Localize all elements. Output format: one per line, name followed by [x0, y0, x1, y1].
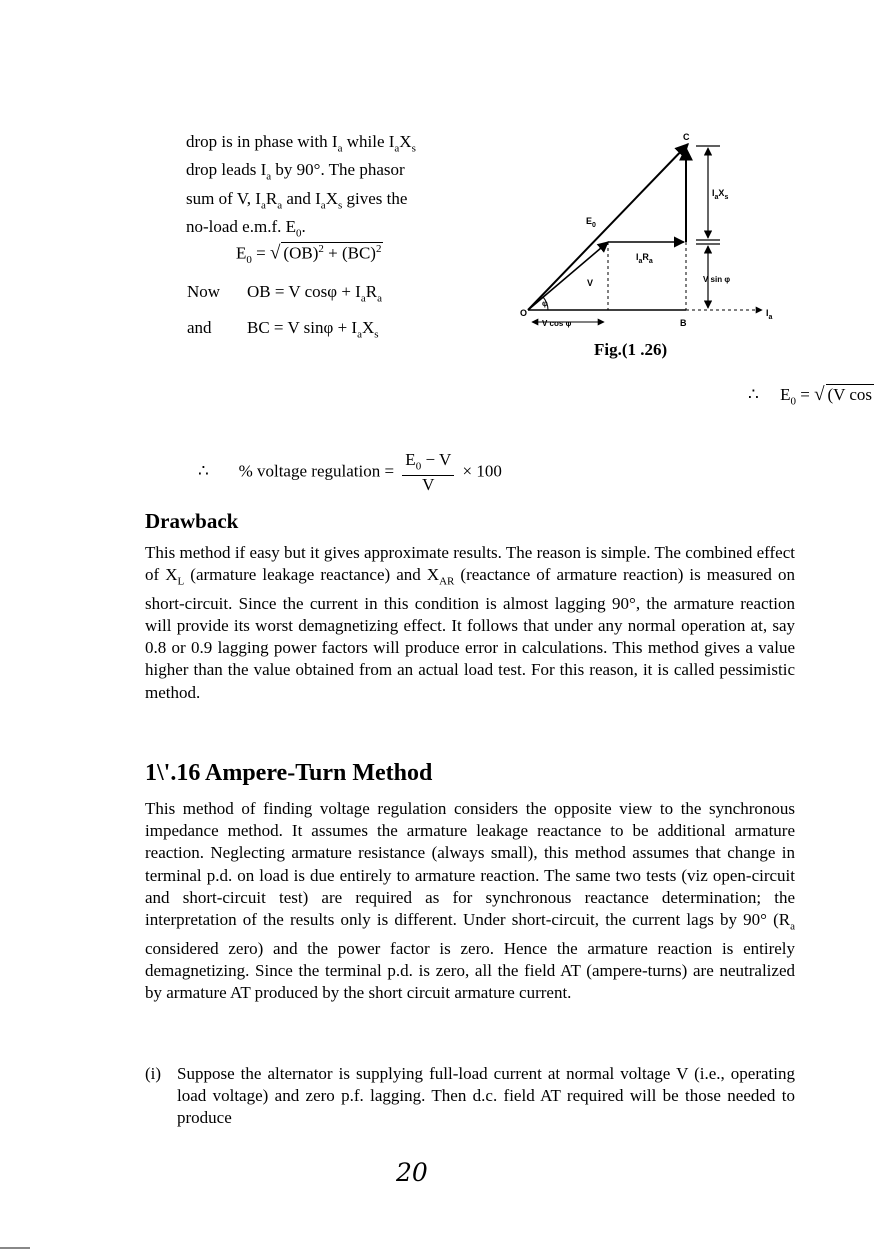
label-vcos: V cos φ: [542, 319, 572, 328]
intro-line-2: drop leads $I_a$ by 90°. The phasor: [186, 160, 405, 183]
v-phasor-line: [528, 242, 608, 310]
label-o: O: [520, 308, 528, 318]
page-number: 20: [396, 1158, 428, 1187]
equation-bc: and BC = V $\sin\varphi + I_aX_s$: [187, 318, 379, 341]
equation-e0-cutoff: ∴ $E_0$ = √ (V cos: [748, 384, 873, 408]
equation-e0: $E_0$ = √ (OB)$^2$ + (BC)$^2$: [236, 242, 382, 267]
equation-regulation: ∴ % voltage regulation = $\frac{E_0 - V}{V}$ × 100: [198, 450, 502, 495]
list-item-i: [145, 1063, 795, 1130]
ampere-turn-paragraph: This method of finding voltage regulation considers the opposite view to the synchronous impedance method. It assumes the armature leakage reactance to be additional armature reaction. Neglecting armature resistance (always small), this method assumes that change in terminal p.d. on load is due entirely to armature reaction. The same two tests (viz open-circuit and short-circuit test) are required as for synchronous reactance determination; the interpretation of the results only is different. Under short-circuit, the current lags by 90° ($R_a$ considered zero) and the power factor is zero. Hence the armature reaction is entirely demagnetizing. Since the terminal p.d. is zero, all the field AT (ampere-turns) are neutralized by armature AT produced by the short circuit armature current.: [145, 799, 795, 1003]
label-e0: $E_0$: [586, 216, 596, 229]
label-v: V: [587, 278, 594, 288]
phasor-diagram: [520, 130, 790, 330]
list-item-i-marker: (i): [145, 1064, 162, 1083]
intro-line-4: no-load e.m.f. $E_0$.: [186, 217, 306, 240]
label-vsin: V sin φ: [703, 275, 731, 284]
scan-edge-mark: [0, 1247, 30, 1249]
label-iara: $I_aR_a$: [636, 252, 653, 265]
label-ia: $I_a$: [766, 308, 773, 321]
drawback-paragraph: This method if easy but it gives approximate results. The reason is simple. The combined effect of $X_L$ (armature leakage reactance) and $X_{AR}$ (reactance of armature reaction) is measured on short-circuit. Since the current in this condition is almost lagging 90°, the armature reaction will provide its worst demagnetizing effect. It follows that under any normal operation at, say 0.8 or 0.9 lagging power factors will produce error in calculations. This method gives a value higher than the value obtained from an actual load test. For this reason, it is called pessimistic method.: [145, 543, 795, 702]
label-b: B: [680, 318, 687, 328]
intro-line-1: drop is in phase with $I_a$ while $I_aX_s$: [186, 132, 416, 155]
equation-ob: Now OB = V $\cos\varphi + I_aR_a$: [187, 282, 382, 305]
label-iaxs: $I_aX_s$: [712, 188, 729, 201]
intro-line-3: sum of V, $I_aR_a$ and $I_aX_s$ gives the: [186, 188, 408, 212]
label-phi: φ: [542, 299, 548, 308]
list-item-i-text: Suppose the alternator is supplying full-load current at normal voltage V (i.e., operating load voltage) and zero p.f. lagging. Then d.c. field AT required will be those needed to produce: [177, 1064, 795, 1128]
ampere-turn-heading: 1\'.16 Ampere-Turn Method: [145, 760, 433, 786]
drawback-heading: Drawback: [145, 509, 239, 533]
label-c: C: [683, 132, 690, 142]
figure-caption: Fig.(1 .26): [594, 340, 668, 359]
intro-paragraph: [186, 131, 476, 245]
